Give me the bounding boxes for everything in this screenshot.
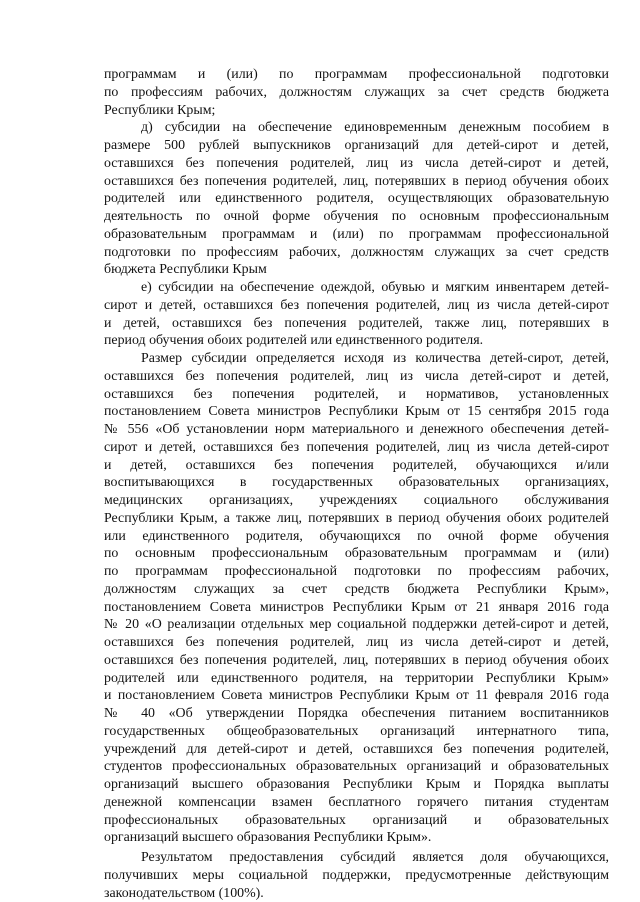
text-line: оставшихся без попечения родителей, лиц из числа детей-сирот и детей, <box>104 368 609 386</box>
text-line: или единственного родителя, обучающихся по очной форме обучения <box>104 528 609 546</box>
text-line: сирот и детей, оставшихся без попечения родителей, лиц из числа детей-сирот <box>104 297 609 315</box>
text-line: оставшихся без попечения родителей, и нормативов, установленных <box>104 386 609 404</box>
text-line: № 40 «Об утверждении Порядка обеспечения питанием воспитанников <box>104 705 609 723</box>
document-text <box>104 66 609 902</box>
text-line: воспитывающихся в государственных образовательных организациях, <box>104 474 609 492</box>
text-line: и детей, оставшихся без попечения родителей, также лиц, потерявших в <box>104 315 609 333</box>
text-line: государственных общеобразовательных организаций интернатного типа, <box>104 723 609 741</box>
text-line: оставшихся без попечения родителей, лиц из числа детей-сирот и детей, <box>104 155 609 173</box>
text-line: Размер субсидии определяется исходя из количества детей-сирот, детей, <box>104 350 609 368</box>
text-line: родителей или единственного родителя, осуществляющих образовательную <box>104 190 609 208</box>
text-line: е) субсидии на обеспечение одеждой, обувью и мягким инвентарем детей- <box>104 279 609 297</box>
text-line: размере 500 рублей выпускников организаций для детей-сирот и детей, <box>104 137 609 155</box>
text-line: профессиональных образовательных организаций и образовательных <box>104 812 609 830</box>
text-line: подготовки по профессиям рабочих, должностям служащих за счет средств <box>104 244 609 262</box>
text-line: Республики Крым, а также лиц, потерявших в период обучения обоих родителей <box>104 510 609 528</box>
text-line: медицинских организациях, учреждениях социального обслуживания <box>104 492 609 510</box>
text-line: получивших меры социальной поддержки, предусмотренные действующим <box>104 867 609 885</box>
text-line: постановлением Совета министров Республики Крым от 21 января 2016 года <box>104 599 609 617</box>
text-line: по профессиям рабочих, должностям служащих за счет средств бюджета <box>104 84 609 102</box>
text-line: должностям служащих за счет средств бюджета Республики Крым», <box>104 581 609 599</box>
text-line: сирот и детей, оставшихся без попечения родителей, лиц из числа детей-сирот <box>104 439 609 457</box>
text-line: законодательством (100%). <box>104 885 609 902</box>
text-line: д) субсидии на обеспечение единовременным денежным пособием в <box>104 119 609 137</box>
text-line: оставшихся без попечения родителей, лиц, потерявших в период обучения обоих <box>104 173 609 191</box>
text-line: организаций высшего образования Республики Крым». <box>104 829 609 847</box>
text-line: по основным профессиональным образовательным программам и (или) <box>104 545 609 563</box>
text-line: учреждений для детей-сирот и детей, оставшихся без попечения родителей, <box>104 741 609 759</box>
text-line: Республики Крым; <box>104 102 609 120</box>
text-line: образовательным программам и (или) по программам профессиональной <box>104 226 609 244</box>
text-line: оставшихся без попечения родителей, лиц, потерявших в период обучения обоих <box>104 652 609 670</box>
text-line: Результатом предоставления субсидий является доля обучающихся, <box>104 849 609 867</box>
text-line: № 556 «Об установлении норм материального и денежного обеспечения детей- <box>104 421 609 439</box>
text-line: организаций высшего образования Республики Крым и Порядка выплаты <box>104 776 609 794</box>
text-line: и детей, оставшихся без попечения родителей, обучающихся и/или <box>104 457 609 475</box>
text-line: денежной компенсации взамен бесплатного горячего питания студентам <box>104 794 609 812</box>
text-line: № 20 «О реализации отдельных мер социальной поддержки детей-сирот и детей, <box>104 616 609 634</box>
text-line: период обучения обоих родителей или единственного родителя. <box>104 332 609 350</box>
text-line: оставшихся без попечения родителей, лиц из числа детей-сирот и детей, <box>104 634 609 652</box>
text-line: деятельность по очной форме обучения по основным профессиональным <box>104 208 609 226</box>
text-line: бюджета Республики Крым <box>104 261 609 279</box>
text-line: родителей или единственного родителя, на территории Республики Крым» <box>104 670 609 688</box>
text-line: по программам профессиональной подготовки по профессиям рабочих, <box>104 563 609 581</box>
text-line: постановлением Совета министров Республики Крым от 15 сентября 2015 года <box>104 403 609 421</box>
text-line: студентов профессиональных образовательных организаций и образовательных <box>104 758 609 776</box>
text-line: программам и (или) по программам профессиональной подготовки <box>104 66 609 84</box>
text-line: и постановлением Совета министров Республики Крым от 11 февраля 2016 года <box>104 687 609 705</box>
